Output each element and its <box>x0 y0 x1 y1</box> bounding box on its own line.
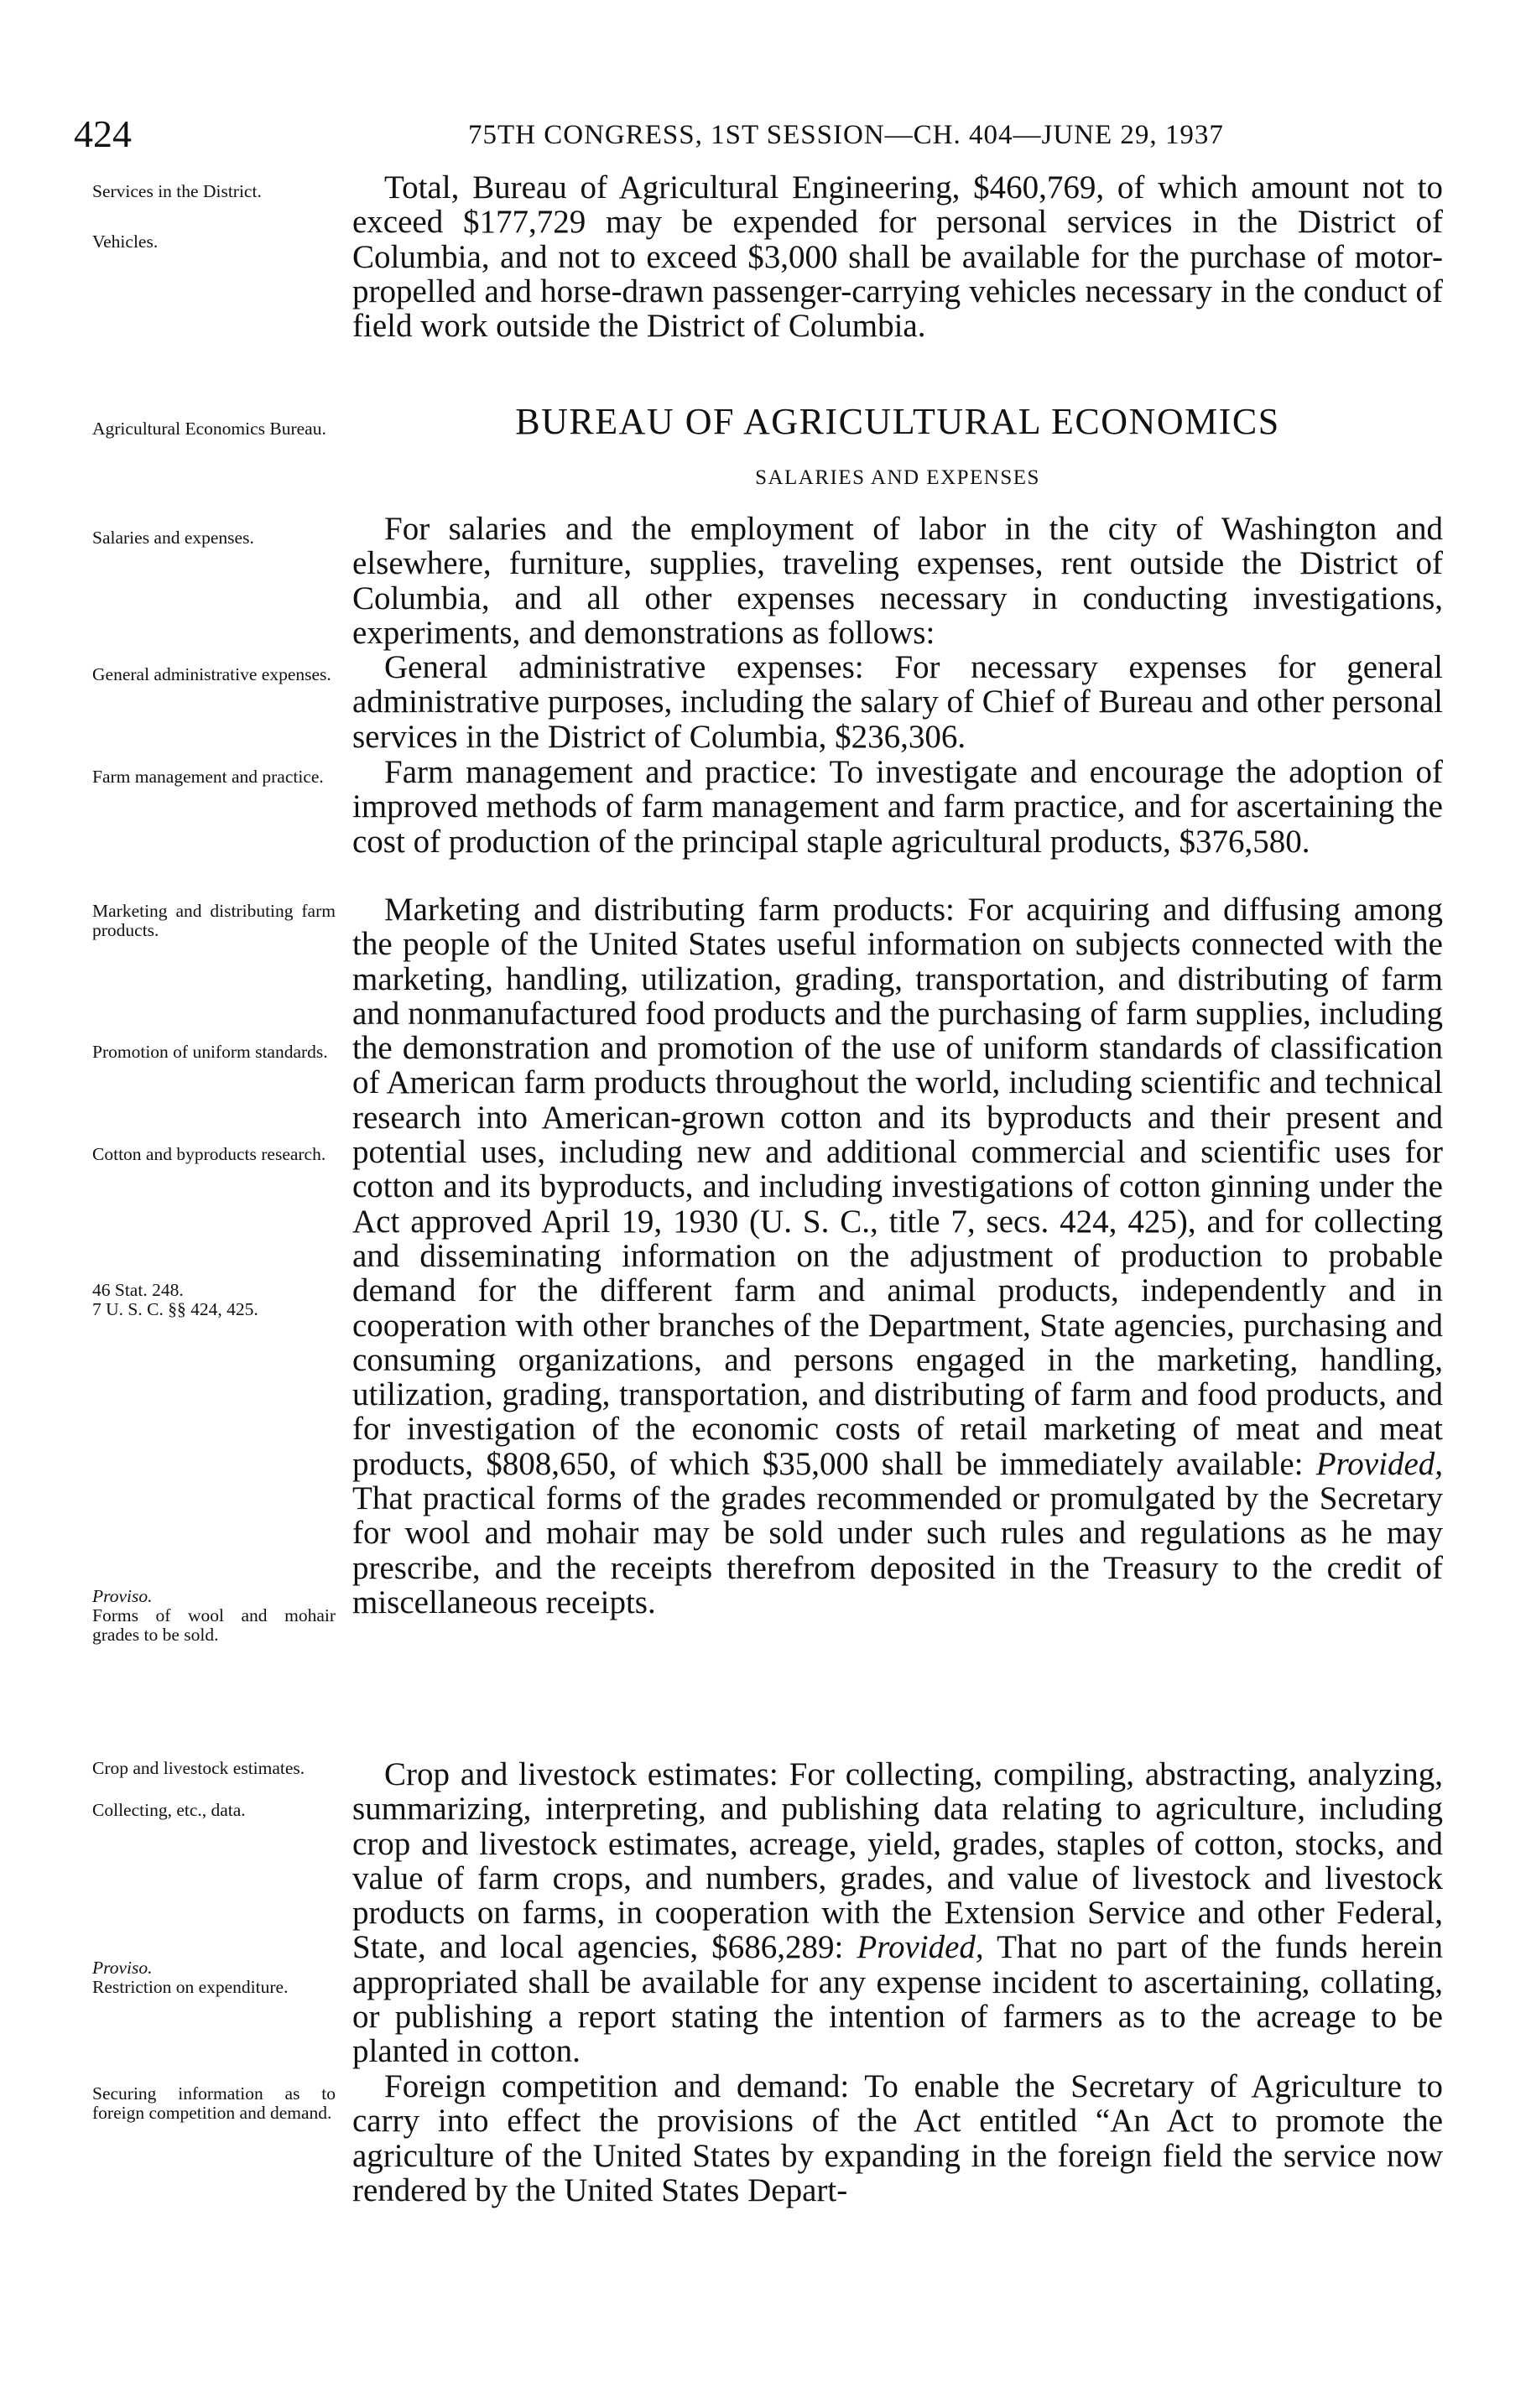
section-heading: BUREAU OF AGRICULTURAL ECONOMICS <box>515 401 1280 442</box>
paragraph-general: General administrative expenses: For necessary expenses for general administrative purposes, including the salary of Chief of Bureau and other personal services in the District of Columbia, $236,306. <box>352 649 1443 755</box>
proviso-label: Proviso. <box>92 1958 153 1978</box>
margin-note-statute-1: 46 Stat. 248. <box>92 1280 184 1300</box>
paragraph-farm: Farm management and practice: To investigate and encourage the adoption of improved methods of farm management and farm practice, and for ascertaining the cost of production of the principal staple agricultural products, $376,580. <box>352 754 1443 860</box>
margin-note-services: Services in the District. <box>92 181 262 201</box>
crop-text-b: That no part of the funds herein appropriated shall be available for any expense incident to ascertaining, collating, or publishing a report stating the intention of farmers as to the acreage to be planted in cotton. <box>352 1929 1444 2070</box>
paragraph-foreign: Foreign competition and demand: To enable the Secretary of Agriculture to carry into effect the provisions of the Act entitled “An Act to promote the agriculture of the United States by expanding in the foreign field the service now rendered by the United States Depart- <box>352 2068 1443 2208</box>
margin-note-foreign: Securing information as to foreign competition and demand. <box>92 2083 336 2123</box>
page-number: 424 <box>74 112 132 155</box>
margin-note-crop: Crop and livestock estimates. <box>92 1758 305 1778</box>
paragraph-total: Total, Bureau of Agricultural Engineering, $460,769, of which amount not to exceed $177,729 may be expended for personal services in the District of Columbia, and not to exceed $3,000 shall be available for the purchase of motor-propelled and horse-drawn passenger-carrying vehicles necessary in the conduct of field work outside the District of Columbia. <box>352 169 1443 345</box>
margin-note-proviso-1 <box>92 1587 336 1645</box>
marketing-text-b: That practical forms of the grades recommended or promulgated by the Secretary for wool and mohair may be sold under such rules and regulations as he may prescribe, and the receipts therefrom deposited in the Treasury to the credit of miscellaneous receipts. <box>352 1480 1443 1620</box>
paragraph-marketing <box>352 892 1443 1620</box>
running-head: 75TH CONGRESS, 1ST SESSION—CH. 404—JUNE 29, 1937 <box>468 120 1224 150</box>
crop-text-a: Crop and livestock estimates: For collecting, compiling, abstracting, analyzing, summarizing, interpreting, and publishing data relating to agriculture, including crop and livestock estimates, acreage, yield, grades, staples of cotton, stocks, and value of farm crops, and numbers, grades, and value of livestock and livestock products on farms, in cooperation with the Extension Service and other Federal, State, and local agencies, $686,289: <box>352 1756 1443 1966</box>
proviso-label: Proviso. <box>92 1586 153 1606</box>
margin-note-marketing: Marketing and distributing farm products. <box>92 901 336 940</box>
margin-note-general: General administrative expenses. <box>92 664 331 684</box>
paragraph-salaries: For salaries and the employment of labor in the city of Washington and elsewhere, furniture, supplies, traveling expenses, rent outside the District of Columbia, and all other expenses necessary in conducting investigations, experiments, and demonstrations as follows: <box>352 511 1443 651</box>
marketing-text-a: Marketing and distributing farm products: For acquiring and diffusing among the people of the United States useful information on subjects connected with the marketing, handling, utilization, grading, transportation, and distributing of farm and nonmanufactured food products and the purchasing of farm supplies, including the demonstration and promotion of the use of uniform standards of classification of American farm products throughout the world, including scientific and technical research into American-grown cotton and its byproducts and their present and potential uses, including new and additional commercial and scientific uses for cotton and its byproducts, and including investigations of cotton ginning under the Act approved April 19, 1930 (U. S. C., title 7, secs. 424, 425), and for collecting and disseminating information on the adjustment of production to probable demand for the different farm and animal products, independently and in cooperation with other branches of the Department, State agencies, purchasing and consuming organizations, and persons engaged in the marketing, handling, utilization, grading, transportation, and distributing of farm and food products, and for investigation of the economic costs of retail marketing of meat and meat products, $808,650, of which $35,000 shall be immediately available: <box>352 892 1443 1482</box>
margin-note-vehicles: Vehicles. <box>92 231 159 252</box>
margin-note-cotton: Cotton and byproducts research. <box>92 1144 326 1164</box>
proviso-1-text: Forms of wool and mohair grades to be sold. <box>92 1605 336 1645</box>
proviso-2-text: Restriction on expenditure. <box>92 1977 289 1997</box>
margin-note-proviso-2 <box>92 1958 336 1997</box>
margin-note-farm: Farm management and practice. <box>92 767 324 787</box>
margin-note-collecting: Collecting, etc., data. <box>92 1800 246 1820</box>
margin-note-bureau: Agricultural Economics Bureau. <box>92 419 326 439</box>
margin-note-salaries: Salaries and expenses. <box>92 528 254 548</box>
provided-term: Provided, <box>857 1929 984 1966</box>
section-subheading: SALARIES AND EXPENSES <box>755 466 1040 489</box>
margin-note-promotion: Promotion of uniform standards. <box>92 1042 328 1062</box>
provided-term: Provided, <box>1315 1445 1444 1482</box>
page-header <box>0 109 1531 159</box>
margin-note-statute-2: 7 U. S. C. §§ 424, 425. <box>92 1299 258 1319</box>
paragraph-crop <box>352 1757 1443 2069</box>
